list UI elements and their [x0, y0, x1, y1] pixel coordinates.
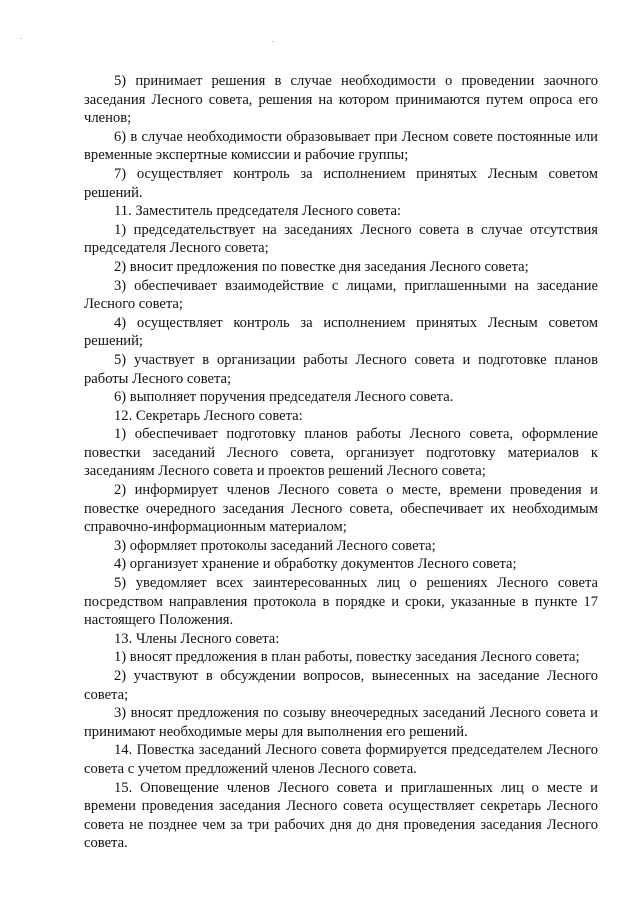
paragraph: 5) уведомляет всех заинтересованных лиц о решениях Лесного совета посредством направления протокола в порядке и сроки, указанные в пункте 17 настоящего Положения. — [84, 575, 598, 629]
scan-speck — [272, 41, 273, 42]
paragraph: 3) вносят предложения по созыву внеочередных заседаний Лесного совета и принимают необходимые меры для выполнения его решений. — [84, 705, 598, 740]
paragraph: 6) выполняет поручения председателя Лесного совета. — [114, 389, 454, 406]
paragraph: 7) осуществляет контроль за исполнением принятых Лесным советом решений. — [84, 165, 598, 201]
paragraph: 2) вносит предложения по повестке дня заседания Лесного совета; — [114, 258, 529, 275]
paragraph: 3) оформляет протоколы заседаний Лесного совета; — [114, 537, 436, 554]
paragraph: 2) участвуют в обсуждении вопросов, вынесенных на заседание Лесного совета; — [84, 668, 598, 703]
paragraph: 3) обеспечивает взаимодействие с лицами, приглашенными на заседание Лесного совета; — [84, 277, 598, 313]
section-14: 14. Повестка заседаний Лесного совета формируется председателем Лесного совета с учетом предложений членов Лесного совета. — [84, 742, 598, 777]
document-body — [84, 72, 598, 853]
scan-speck — [20, 38, 21, 39]
section-heading-13: 13. Члены Лесного совета: — [114, 630, 280, 647]
paragraph: 4) осуществляет контроль за исполнением принятых Лесным советом решений; — [84, 314, 598, 350]
section-15: 15. Оповещение членов Лесного совета и приглашенных лиц о месте и времени проведения заседания Лесного совета осуществляет секретарь Лесного совета не позднее чем за три рабочих дня до дня проведения заседания Лесного совета. — [84, 779, 598, 852]
paragraph: 5) принимает решения в случае необходимости о проведении заочного заседания Лесного совета, решения на котором принимаются путем опроса его членов; — [84, 73, 598, 127]
paragraph: 6) в случае необходимости образовывает при Лесном совете постоянные или временные экспертные комиссии и рабочие группы; — [84, 128, 598, 164]
section-heading-11: 11. Заместитель председателя Лесного совета: — [114, 203, 402, 220]
paragraph: 1) вносят предложения в план работы, повестку заседания Лесного совета; — [114, 649, 580, 666]
paragraph: 5) участвует в организации работы Лесного совета и подготовке планов работы Лесного совета; — [84, 351, 598, 387]
paragraph: 1) обеспечивает подготовку планов работы Лесного совета, оформление повестки заседаний Лесного совета, организует подготовку материалов к заседаниям Лесного совета и проектов решений Лесного совета; — [84, 426, 598, 480]
paragraph: 2) информирует членов Лесного совета о месте, времени проведения и повестке очередного заседания Лесного совета, обеспечивает их необходимым справочно-информационным материалом; — [84, 482, 598, 536]
paragraph: 1) председательствует на заседаниях Лесного совета в случае отсутствия председателя Лесного совета; — [84, 221, 598, 257]
paragraph: 4) организует хранение и обработку документов Лесного совета; — [114, 556, 517, 573]
section-heading-12: 12. Секретарь Лесного совета: — [114, 407, 303, 424]
